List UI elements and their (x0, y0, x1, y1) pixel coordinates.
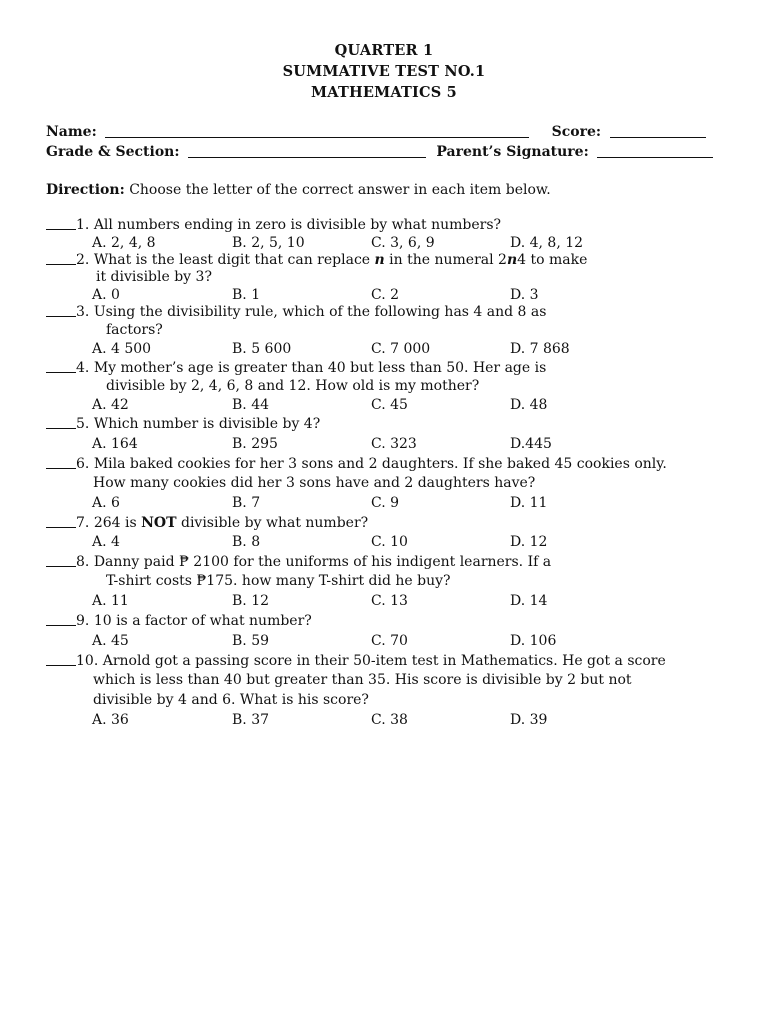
option-c: C. 7 000 (371, 341, 431, 357)
grade-signature-row (46, 143, 713, 160)
direction (46, 182, 551, 198)
option-a: A. 11 (92, 593, 129, 609)
answer-blank-5[interactable] (46, 416, 76, 429)
direction-text: Choose the letter of the correct answer in each item below. (124, 182, 551, 198)
option-d: D. 39 (510, 712, 548, 728)
parent-signature-field[interactable] (597, 143, 713, 158)
name-label: Name: (46, 124, 97, 140)
option-d: D. 11 (510, 495, 548, 511)
option-d: D. 14 (510, 593, 548, 609)
option-d: D. 4, 8, 12 (510, 235, 584, 251)
answer-blank-2[interactable] (46, 252, 76, 265)
header-subject: MATHEMATICS 5 (311, 84, 457, 101)
answer-blank-10[interactable] (46, 653, 76, 666)
grade-section-field[interactable] (188, 143, 426, 158)
name-score-row (46, 123, 706, 140)
answer-blank-3[interactable] (46, 304, 76, 317)
option-d: D. 3 (510, 287, 539, 303)
option-c: C. 323 (371, 436, 417, 452)
direction-label: Direction: (46, 182, 125, 198)
answer-blank-6[interactable] (46, 456, 76, 469)
question-text: My mother’s age is greater than 40 but less than 50. Her age is (93, 360, 547, 376)
option-d: D. 12 (510, 534, 548, 550)
option-c: C. 38 (371, 712, 408, 728)
score-field[interactable] (610, 123, 706, 138)
answer-blank-1[interactable] (46, 217, 76, 230)
option-d: D. 106 (510, 633, 557, 649)
option-a: A. 2, 4, 8 (92, 235, 156, 251)
option-b: B. 59 (232, 633, 270, 649)
question-text: 10 is a factor of what number? (93, 613, 312, 629)
option-b: B. 12 (232, 593, 270, 609)
header-test-title: SUMMATIVE TEST NO.1 (282, 63, 486, 80)
question-5: 5. Which number is divisible by 4? (46, 416, 320, 432)
question-7: 7. 264 is NOT divisible by what number? (46, 515, 368, 531)
question-text: divisible by 2, 4, 6, 8 and 12. How old is my mother? (106, 378, 480, 394)
question-text: Danny paid ₱ 2100 for the uniforms of his indigent learners. If a (93, 554, 552, 570)
option-c: C. 13 (371, 593, 408, 609)
option-d: D. 7 868 (510, 341, 570, 357)
answer-blank-4[interactable] (46, 360, 76, 373)
header-quarter: QUARTER 1 (334, 42, 434, 59)
option-d: D. 48 (510, 397, 548, 413)
option-b: B. 295 (232, 436, 278, 452)
option-a: A. 4 500 (92, 341, 152, 357)
question-10: 10. Arnold got a passing score in their 50-item test in Mathematics. He got a score (46, 653, 666, 669)
question-text: Which number is divisible by 4? (93, 416, 321, 432)
option-a: A. 42 (92, 397, 129, 413)
question-text: factors? (106, 322, 163, 338)
question-4: 4. My mother’s age is greater than 40 but less than 50. Her age is (46, 360, 546, 376)
question-text: it divisible by 3? (96, 269, 212, 285)
answer-blank-8[interactable] (46, 554, 76, 567)
option-a: A. 45 (92, 633, 129, 649)
option-a: A. 36 (92, 712, 129, 728)
question-6: 6. Mila baked cookies for her 3 sons and 2 daughters. If she baked 45 cookies only. (46, 456, 667, 472)
option-a: A. 164 (92, 436, 138, 452)
option-c: C. 10 (371, 534, 408, 550)
option-a: A. 6 (92, 495, 120, 511)
option-b: B. 8 (232, 534, 261, 550)
question-text: which is less than 40 but greater than 35. His score is divisible by 2 but not (93, 672, 632, 688)
option-c: C. 9 (371, 495, 400, 511)
answer-blank-7[interactable] (46, 515, 76, 528)
question-text: T-shirt costs ₱175. how many T-shirt did he buy? (106, 573, 451, 589)
score-label: Score: (551, 124, 602, 140)
question-text: Mila baked cookies for her 3 sons and 2 daughters. If she baked 45 cookies only. (93, 456, 667, 472)
question-3: 3. Using the divisibility rule, which of the following has 4 and 8 as (46, 304, 546, 320)
name-field[interactable] (105, 123, 529, 138)
option-c: C. 70 (371, 633, 408, 649)
question-9: 9. 10 is a factor of what number? (46, 613, 312, 629)
option-c: C. 3, 6, 9 (371, 235, 435, 251)
option-a: A. 4 (92, 534, 120, 550)
option-b: B. 2, 5, 10 (232, 235, 305, 251)
question-text: Using the divisibility rule, which of the following has 4 and 8 as (93, 304, 547, 320)
question-text: divisible by 4 and 6. What is his score? (93, 692, 369, 708)
parent-signature-label: Parent’s Signature: (436, 144, 589, 160)
question-8: 8. Danny paid ₱ 2100 for the uniforms of his indigent learners. If a (46, 554, 551, 570)
option-b: B. 5 600 (232, 341, 292, 357)
grade-section-label: Grade & Section: (46, 144, 180, 160)
answer-blank-9[interactable] (46, 613, 76, 626)
option-c: C. 45 (371, 397, 408, 413)
option-b: B. 37 (232, 712, 270, 728)
question-text: Arnold got a passing score in their 50-item test in Mathematics. He got a score (102, 653, 666, 669)
question-2: 2. What is the least digit that can replace n in the numeral 2n4 to make (46, 252, 587, 268)
option-a: A. 0 (92, 287, 120, 303)
option-b: B. 7 (232, 495, 261, 511)
question-1: 1. All numbers ending in zero is divisible by what numbers? (46, 217, 501, 233)
question-text: All numbers ending in zero is divisible by what numbers? (93, 217, 502, 233)
option-c: C. 2 (371, 287, 400, 303)
option-b: B. 1 (232, 287, 261, 303)
option-b: B. 44 (232, 397, 270, 413)
option-d: D.445 (510, 436, 552, 452)
question-text: How many cookies did her 3 sons have and 2 daughters have? (93, 475, 536, 491)
